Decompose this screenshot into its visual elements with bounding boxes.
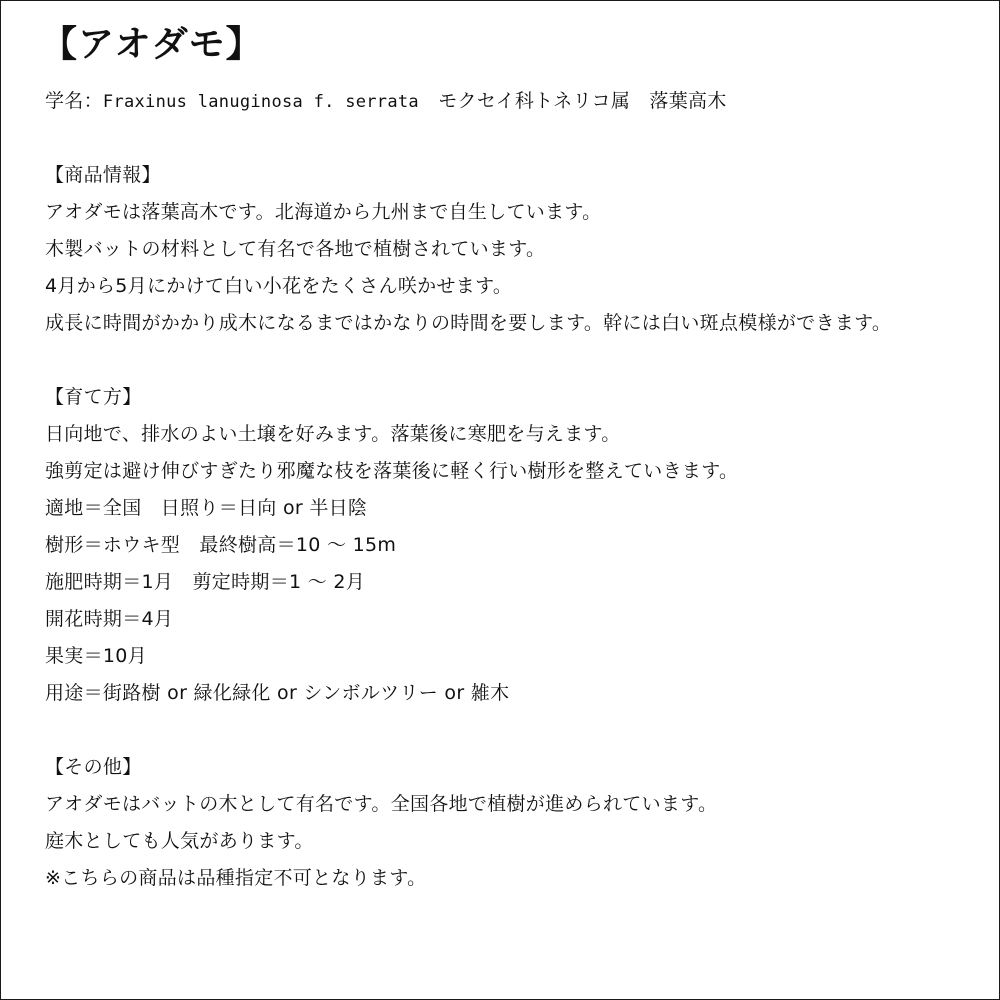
other-line: アオダモはバットの木として有名です。全国各地で植樹が進められています。	[45, 793, 718, 815]
care-line: 日向地で、排水のよい土壌を好みます。落葉後に寒肥を与えます。	[45, 423, 621, 445]
scientific-family: モクセイ科トネリコ属 落葉高木	[418, 90, 727, 112]
product-info-line: 成長に時間がかかり成木になるまではかなりの時間を要します。幹には白い斑点模様ができます。	[45, 312, 892, 334]
care-line: 樹形＝ホウキ型 最終樹高＝10 ～ 15m	[45, 534, 397, 556]
care-line: 施肥時期＝1月 剪定時期＝1 ～ 2月	[45, 571, 366, 593]
care-line: 適地＝全国 日照り＝日向 or 半日陰	[45, 497, 368, 519]
scientific-name-line	[45, 88, 727, 115]
care-line: 果実＝10月	[45, 645, 147, 667]
other-line: ※こちらの商品は品種指定不可となります。	[45, 867, 427, 889]
product-info-line: 4月から5月にかけて白い小花をたくさん咲かせます。	[45, 275, 513, 297]
scientific-name-label: 学名：	[45, 90, 103, 112]
section-heading-care: 【育て方】	[45, 386, 142, 408]
care-line: 用途＝街路樹 or 緑化緑化 or シンボルツリー or 雑木	[45, 682, 510, 704]
care-line: 開花時期＝4月	[45, 608, 174, 630]
other-line: 庭木としても人気があります。	[45, 830, 314, 852]
section-heading-other: 【その他】	[45, 756, 142, 778]
product-info-line: アオダモは落葉高木です。北海道から九州まで自生しています。	[45, 201, 602, 223]
product-info-line: 木製バットの材料として有名で各地で植樹されています。	[45, 238, 546, 260]
care-line: 強剪定は避け伸びすぎたり邪魔な枝を落葉後に軽く行い樹形を整えていきます。	[45, 460, 739, 482]
scientific-name-latin: Fraxinus lanuginosa f. serrata	[102, 92, 419, 112]
page-title: 【アオダモ】	[41, 24, 263, 65]
section-heading-product-info: 【商品情報】	[45, 164, 161, 186]
